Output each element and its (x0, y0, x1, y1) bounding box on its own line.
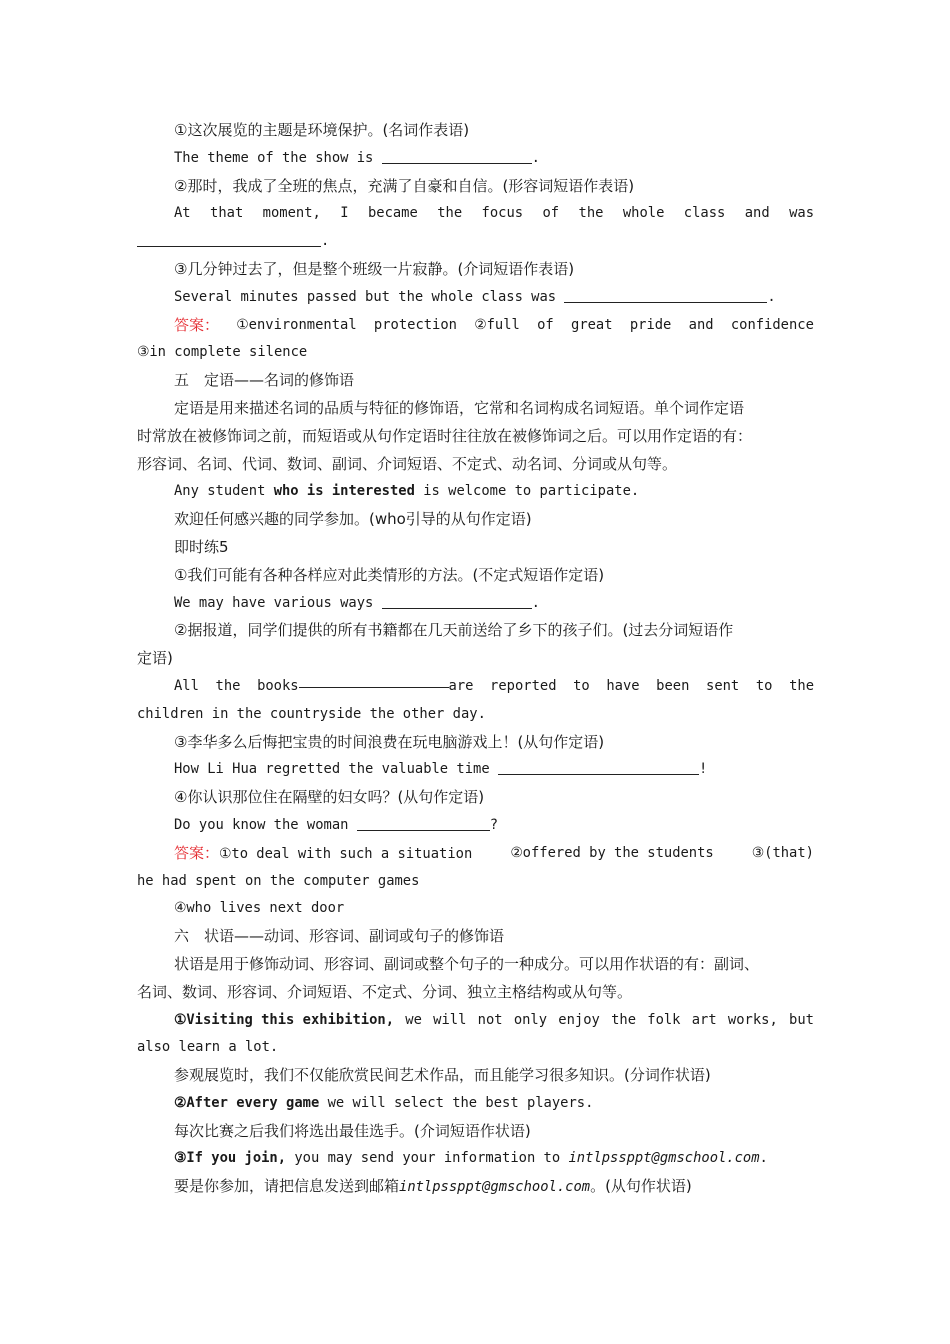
section6-paragraph-line: 名词、数词、形容词、介词短语、不定式、分词、独立主格结构或从句等。 (137, 982, 633, 1001)
drill4-q3-chinese: ③几分钟过去了，但是整个班级一片寂静。(介词短语作表语) (174, 259, 575, 278)
sentence-word: whole (622, 205, 665, 222)
drill5-q3-chinese: ③李华多么后悔把宝贵的时间浪费在玩电脑游戏上！(从句作定语) (174, 732, 605, 751)
drill5-answer-line-2: he had spent on the computer games (137, 872, 420, 889)
section6-example-1-cont: also learn a lot. (137, 1039, 279, 1056)
answer-word: ②full (474, 316, 520, 333)
drill5-q4-chinese: ④你认识那位住在隔壁的妇女吗？(从句作定语) (174, 788, 485, 807)
section6-example-3-translation: 要是你参加，请把信息发送到邮箱intlpssppt@gmschool.com。(从句作状语) (174, 1177, 692, 1196)
sentence-word: will (433, 1011, 467, 1028)
answer-word: ①environmental (236, 316, 357, 333)
drill5-q2-english-cont: children in the countryside the other day. (137, 705, 486, 722)
drill4-q2-blank-line: . (137, 228, 814, 256)
drill5-q2-chinese: ②据报道，同学们提供的所有书籍都在几天前送给了乡下的孩子们。(过去分词短语作 (174, 621, 734, 640)
drill4-q3-english: Several minutes passed but the whole class was . (174, 288, 776, 305)
answer-word: of (537, 316, 554, 333)
drill5-q2-chinese-cont: 定语) (137, 649, 173, 668)
section5-paragraph-line: 定语是用来描述名词的品质与特征的修饰语，它常和名词构成名词短语。单个词作定语 (174, 398, 745, 417)
sentence-word: was (789, 205, 814, 222)
sentence-word: moment, (262, 205, 321, 222)
answer-label: 答案： (174, 843, 220, 862)
sentence-word: works, (727, 1011, 778, 1028)
answer-blank (382, 149, 532, 164)
section6-example-2-translation: 每次比赛之后我们将选出最佳选手。(介词短语作状语) (174, 1121, 531, 1140)
sentence-word: that (210, 205, 244, 222)
sentence-word: folk (647, 1011, 681, 1028)
answer-blank (382, 594, 532, 609)
drill5-q2-english: All the books are reported to have been sent to the (137, 673, 814, 701)
answer-blank (299, 673, 449, 688)
section5-paragraph-line: 时常放在被修饰词之前，而短语或从句作定语时往往放在被修饰词之后。可以用作定语的有： (137, 426, 753, 445)
section6-example-3: ③If you join, you may send your information to intlpssppt@gmschool.com. (174, 1150, 768, 1167)
answer-word: protection (373, 316, 457, 333)
drill5-q4-english: Do you know the woman ? (174, 816, 499, 833)
drill4-answer-line (137, 312, 814, 340)
sentence-word: I (340, 205, 349, 222)
sentence-word: of (542, 205, 560, 222)
drill5-heading: 即时练5 (174, 537, 229, 556)
answer-label: 答案： (174, 315, 220, 334)
drill5-q1-english: We may have various ways . (174, 594, 540, 611)
sentence-word: At (174, 205, 191, 222)
sentence-word: the (611, 1011, 637, 1028)
sentence-word: enjoy (558, 1011, 600, 1028)
drill4-q2-english (137, 200, 814, 228)
section5-title: 五 定语——名词的修饰语 (174, 371, 355, 390)
sentence-word: became (367, 205, 418, 222)
email-address: intlpssppt@gmschool.com (399, 1179, 591, 1196)
sentence-word: the (437, 205, 463, 222)
drill5-q3-english: How Li Hua regretted the valuable time ! (174, 761, 708, 778)
section5-example-translation: 欢迎任何感兴趣的同学参加。(who引导的从句作定语) (174, 510, 532, 529)
email-address: intlpssppt@gmschool.com (568, 1150, 760, 1167)
drill4-q2-chinese: ②那时，我成了全班的焦点，充满了自豪和自信。(形容词短语作表语) (174, 176, 635, 195)
drill5-answer-line: 答案：①to deal with such a situation ②offered by the students ③(that) (174, 843, 814, 862)
section6-title: 六 状语——动词、形容词、副词或句子的修饰语 (174, 927, 505, 946)
answer-blank (357, 816, 490, 831)
drill5-answer-line-3: ④who lives next door (174, 900, 345, 917)
sentence-word: the (578, 205, 604, 222)
answer-word: great (571, 316, 613, 333)
drill4-answer-line-2: ③in complete silence (137, 344, 308, 361)
section5-example: Any student who is interested is welcome to participate. (174, 483, 640, 500)
drill4-q1-chinese: ①这次展览的主题是环境保护。(名词作表语) (174, 121, 470, 139)
section6-paragraph-line: 状语是用于修饰动词、形容词、副词或整个句子的一种成分。可以用作状语的有：副词、 (174, 954, 760, 973)
section6-example-1-translation: 参观展览时，我们不仅能欣赏民间艺术作品，而且能学习很多知识。(分词作状语) (174, 1066, 711, 1085)
section6-example-2: ②After every game we will select the best players. (174, 1094, 594, 1111)
drill4-q1-english: The theme of the show is . (174, 149, 540, 166)
sentence-word: focus (481, 205, 524, 222)
answer-blank (564, 288, 767, 303)
drill5-q1-chinese: ①我们可能有各种各样应对此类情形的方法。(不定式短语作定语) (174, 565, 605, 584)
sentence-word: and (744, 205, 770, 222)
sentence-word: only (513, 1011, 548, 1028)
sentence-word: class (683, 205, 726, 222)
sentence-word: art (691, 1011, 717, 1028)
answer-word: confidence (730, 316, 814, 333)
sentence-word: not (477, 1011, 503, 1028)
section5-paragraph-line: 形容词、名词、代词、数词、副词、介词短语、不定式、动名词、分词或从句等。 (137, 454, 678, 473)
answer-blank (137, 232, 321, 247)
section6-example-1: ①Visiting this exhibition, we will not only enjoy the folk art works, but (137, 1007, 814, 1035)
sentence-word: but (789, 1011, 814, 1028)
answer-word: and (688, 316, 714, 333)
answer-blank (498, 760, 699, 775)
sentence-word: we (405, 1011, 422, 1028)
document-page (137, 117, 814, 1201)
answer-word: pride (629, 316, 672, 333)
